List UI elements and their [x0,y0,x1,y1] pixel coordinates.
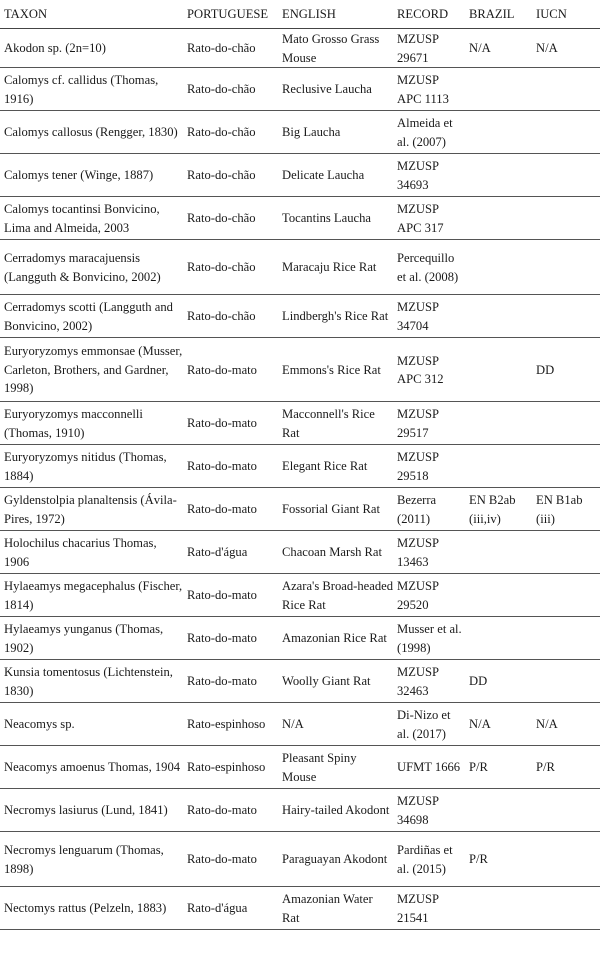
cell-brazil: EN B2ab (iii,iv) [469,493,516,526]
table-row [0,197,600,240]
cell-taxon: Neacomys amoenus Thomas, 1904 [4,760,181,775]
cell-portuguese: Rato-do-mato [187,674,257,689]
cell-english: Macconnell's Rice Rat [282,407,375,440]
cell-english: Amazonian Water Rat [282,892,373,925]
cell-english: N/A [282,717,304,732]
cell-iucn: EN B1ab (iii) [536,493,583,526]
cell-taxon: Calomys tocantinsi Bonvicino, Lima and Almeida, 2003 [4,202,160,235]
cell-portuguese: Rato-do-chão [187,168,256,183]
cell-brazil [465,637,532,640]
cell-record: MZUSP 29517 [397,407,439,440]
cell-iucn [532,551,600,554]
cell-english: Mato Grosso Grass Mouse [282,32,380,65]
cell-brazil [465,422,532,425]
cell-brazil [465,131,532,134]
cell-english: Big Laucha [282,125,341,140]
cell-iucn [532,266,600,269]
cell-english: Delicate Laucha [282,168,365,183]
cell-iucn [532,315,600,318]
cell-record: MZUSP 21541 [397,892,439,925]
table-row [0,240,600,295]
cell-iucn [532,422,600,425]
table-row [0,111,600,154]
cell-english: Woolly Giant Rat [282,674,371,689]
header-portuguese: PORTUGUESE [187,7,269,21]
cell-portuguese: Rato-espinhoso [187,760,266,775]
cell-record: MZUSP 13463 [397,536,439,569]
cell-record: MZUSP 29518 [397,450,439,483]
table-row [0,703,600,746]
cell-english: Elegant Rice Rat [282,459,368,474]
cell-iucn [532,680,600,683]
cell-taxon: Calomys tener (Winge, 1887) [4,168,154,183]
cell-iucn [532,637,600,640]
cell-record: MZUSP 34698 [397,794,439,827]
cell-english: Fossorial Giant Rat [282,502,380,517]
cell-portuguese: Rato-do-chão [187,211,256,226]
cell-portuguese: Rato-do-chão [187,260,256,275]
cell-portuguese: Rato-do-mato [187,803,257,818]
table-body [0,29,600,930]
cell-brazil: P/R [469,852,488,867]
table-row [0,746,600,789]
cell-iucn [532,174,600,177]
cell-record: MZUSP 34704 [397,300,439,333]
cell-iucn: N/A [536,717,558,732]
cell-english: Maracaju Rice Rat [282,260,377,275]
header-iucn: IUCN [536,7,567,21]
cell-english: Lindbergh's Rice Rat [282,309,389,324]
cell-brazil [465,315,532,318]
cell-iucn [532,907,600,910]
cell-record: MZUSP 32463 [397,665,439,698]
table-header [0,0,600,29]
table-row [0,832,600,887]
cell-portuguese: Rato-do-mato [187,631,257,646]
table-row [0,295,600,338]
cell-record: Pardiñas et al. (2015) [397,843,453,876]
cell-taxon: Euryoryzomys nitidus (Thomas, 1884) [4,450,167,483]
cell-iucn [532,858,600,861]
cell-iucn [532,809,600,812]
cell-english: Tocantins Laucha [282,211,371,226]
cell-portuguese: Rato-do-chão [187,82,256,97]
cell-portuguese: Rato-do-chão [187,125,256,140]
cell-english: Hairy-tailed Akodont [282,803,390,818]
table-row [0,402,600,445]
cell-portuguese: Rato-espinhoso [187,717,266,732]
table-row [0,887,600,930]
table-row [0,68,600,111]
cell-record: Percequillo et al. (2008) [397,251,459,284]
table-row [0,488,600,531]
cell-brazil: N/A [469,717,491,732]
cell-taxon: Nectomys rattus (Pelzeln, 1883) [4,901,167,916]
cell-iucn: P/R [536,760,555,775]
cell-brazil [465,594,532,597]
table-row [0,338,600,402]
cell-english: Azara's Broad-headed Rice Rat [282,579,394,612]
cell-record: MZUSP 34693 [397,159,439,192]
cell-portuguese: Rato-d'água [187,545,248,560]
cell-english: Pleasant Spiny Mouse [282,751,357,784]
cell-taxon: Euryoryzomys emmonsae (Musser, Carleton, Brothers, and Gardner, 1998) [4,344,183,396]
cell-portuguese: Rato-do-mato [187,588,257,603]
table-row [0,445,600,488]
header-taxon: TAXON [4,7,48,21]
table-row [0,154,600,197]
cell-brazil [465,217,532,220]
cell-english: Chacoan Marsh Rat [282,545,383,560]
cell-brazil [465,551,532,554]
cell-taxon: Hylaeamys megacephalus (Fischer, 1814) [4,579,183,612]
cell-portuguese: Rato-do-mato [187,852,257,867]
table-row [0,617,600,660]
cell-iucn: N/A [536,41,558,56]
cell-iucn [532,131,600,134]
cell-taxon: Necromys lenguarum (Thomas, 1898) [4,843,164,876]
cell-brazil: P/R [469,760,488,775]
cell-english: Amazonian Rice Rat [282,631,387,646]
cell-portuguese: Rato-do-mato [187,416,257,431]
cell-brazil [465,88,532,91]
cell-taxon: Necromys lasiurus (Lund, 1841) [4,803,168,818]
table-row [0,531,600,574]
cell-taxon: Calomys callosus (Rengger, 1830) [4,125,178,140]
cell-record: MZUSP 29671 [397,32,439,65]
cell-brazil [465,907,532,910]
cell-record: MZUSP APC 1113 [397,73,449,106]
cell-iucn [532,594,600,597]
cell-brazil [465,174,532,177]
cell-portuguese: Rato-d'água [187,901,248,916]
cell-taxon: Cerradomys scotti (Langguth and Bonvicino, 2002) [4,300,173,333]
cell-iucn: DD [536,362,555,377]
cell-taxon: Holochilus chacarius Thomas, 1906 [4,536,157,569]
cell-brazil [465,809,532,812]
cell-iucn [532,217,600,220]
cell-portuguese: Rato-do-mato [187,362,257,377]
cell-taxon: Gyldenstolpia planaltensis (Ávila-Pires, 1972) [4,493,177,526]
cell-portuguese: Rato-do-mato [187,502,257,517]
cell-iucn [532,88,600,91]
cell-brazil [465,465,532,468]
table-row [0,789,600,832]
cell-record: UFMT 1666 [397,760,461,775]
cell-iucn [532,465,600,468]
cell-english: Reclusive Laucha [282,82,372,97]
cell-record: MZUSP 29520 [397,579,439,612]
cell-record: Di-Nizo et al. (2017) [397,708,451,741]
cell-taxon: Akodon sp. (2n=10) [4,41,106,56]
cell-taxon: Kunsia tomentosus (Lichtenstein, 1830) [4,665,173,698]
cell-portuguese: Rato-do-chão [187,41,256,56]
cell-english: Emmons's Rice Rat [282,362,381,377]
cell-record: Bezerra (2011) [397,493,437,526]
cell-taxon: Calomys cf. callidus (Thomas, 1916) [4,73,159,106]
header-brazil: BRAZIL [469,7,515,21]
cell-taxon: Neacomys sp. [4,717,75,732]
cell-record: Almeida et al. (2007) [397,116,453,149]
cell-brazil [465,266,532,269]
cell-portuguese: Rato-do-mato [187,459,257,474]
cell-taxon: Hylaeamys yunganus (Thomas, 1902) [4,622,164,655]
header-record: RECORD [397,7,449,21]
cell-portuguese: Rato-do-chão [187,309,256,324]
table-row [0,29,600,68]
cell-record: MZUSP APC 312 [397,353,444,386]
table-row [0,574,600,617]
cell-record: Musser et al. (1998) [397,622,462,655]
table-row [0,660,600,703]
cell-brazil: N/A [469,41,491,56]
cell-brazil: DD [469,674,488,689]
cell-english: Paraguayan Akodont [282,852,388,867]
cell-record: MZUSP APC 317 [397,202,444,235]
cell-brazil [465,368,532,371]
cell-taxon: Euryoryzomys macconnelli (Thomas, 1910) [4,407,143,440]
cell-taxon: Cerradomys maracajuensis (Langguth & Bonvicino, 2002) [4,251,161,284]
header-english: ENGLISH [282,7,336,21]
